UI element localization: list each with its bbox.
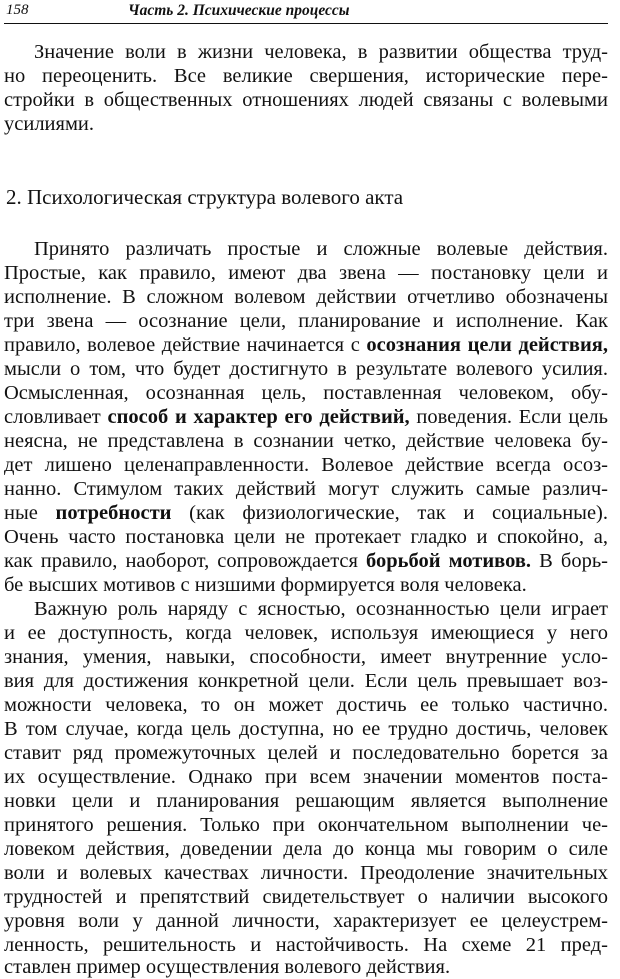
page-header (0, 0, 620, 26)
section-heading: 2. Психологическая структура волевого акта (6, 185, 404, 209)
text-line: ловеком действия, доведении дела до конца мы говорим о силе (4, 838, 608, 860)
text-line (4, 501, 608, 525)
text-run: правило, волевое действие начинается с (4, 334, 367, 356)
text-line: знания, умения, навыки, способности, имеет внутренние усло- (4, 646, 608, 668)
text-line (4, 333, 608, 357)
text-line: В том случае, когда цель доступна, но ее трудно достичь, человек (4, 718, 608, 740)
text-line: нанно. Стимулом таких действий могут служить самые различ- (4, 478, 608, 500)
text-line: Важную роль наряду с ясностью, осознанностью цели играет (34, 598, 608, 620)
text-line: новки цели и планирования решающим является выполнение (4, 790, 608, 812)
text-run: ные (4, 502, 56, 524)
bold-term: потребности (55, 502, 172, 524)
text-line (4, 405, 608, 429)
text-line: вия для достижения конкретной цели. Если цель превышает воз- (4, 670, 608, 692)
text-line: но переоценить. Все великие свершения, исторические пере- (4, 65, 608, 87)
text-line: их осуществление. Однако при всем значении моментов поста- (4, 766, 608, 788)
text-line: Осмысленная, осознанная цель, поставленная человеком, обу- (4, 382, 608, 404)
text-line: бе высших мотивов с низшими формируется воля человека. (4, 574, 527, 596)
text-line: уровня воли у данной личности, характеризует ее целеустрем- (4, 910, 608, 932)
text-run: (как физиологические, так и социальные). (171, 502, 608, 524)
text-line: дет лишено целенаправленности. Волевое действие всегда осоз- (4, 454, 608, 476)
text-line (4, 549, 608, 573)
text-line: усилиями. (4, 113, 95, 135)
text-line: принятого решения. Только при окончательном выполнении че- (4, 814, 608, 836)
text-line: три звена — осознание цели, планирование и исполнение. Как (4, 310, 608, 332)
bold-term: борьбой мотивов. (366, 550, 532, 572)
text-line: ставит ряд промежуточных целей и последовательно борется за (4, 742, 608, 764)
text-line: Значение воли в жизни человека, в развитии общества труд- (34, 41, 608, 63)
text-line: мысли о том, что будет достигнуто в результате волевого усилия. (4, 358, 608, 380)
text-line: можности человека, то он может достичь ее только частично. (4, 694, 608, 716)
header-rule (4, 23, 608, 24)
text-line: Очень часто постановка цели не протекает гладко и спокойно, а, (4, 526, 608, 548)
text-run: как правило, наоборот, сопровождается (4, 550, 367, 572)
text-line: ставлен пример осуществления волевого действия. (4, 956, 451, 978)
text-run: словливает (4, 406, 108, 428)
text-line: трудностей и препятствий свидетельствует о наличии высокого (4, 886, 608, 908)
page-number: 158 (6, 2, 29, 18)
running-title: Часть 2. Психические процессы (128, 2, 350, 19)
text-line: стройки в общественных отношениях людей связаны с волевыми (4, 89, 608, 111)
text-line: и ее доступность, когда человек, используя имеющиеся у него (4, 622, 608, 644)
text-line: воли и волевых качествах личности. Преодоление значительных (4, 862, 608, 884)
text-line: исполнение. В сложном волевом действии отчетливо обозначены (4, 286, 608, 308)
bold-term: осознания цели действия, (366, 334, 608, 356)
text-line: Простые, как правило, имеют два звена — постановку цели и (4, 262, 608, 284)
text-run: поведения. Если цель (409, 406, 608, 428)
text-line: неясна, не представлена в сознании четко, действие человека бу- (4, 430, 608, 452)
bold-term: способ и характер его действий, (107, 406, 410, 428)
text-line: ленность, решительность и настойчивость. На схеме 21 пред- (4, 934, 608, 956)
text-run: В борь- (531, 550, 608, 572)
text-line: Принято различать простые и сложные волевые действия. (34, 238, 608, 260)
